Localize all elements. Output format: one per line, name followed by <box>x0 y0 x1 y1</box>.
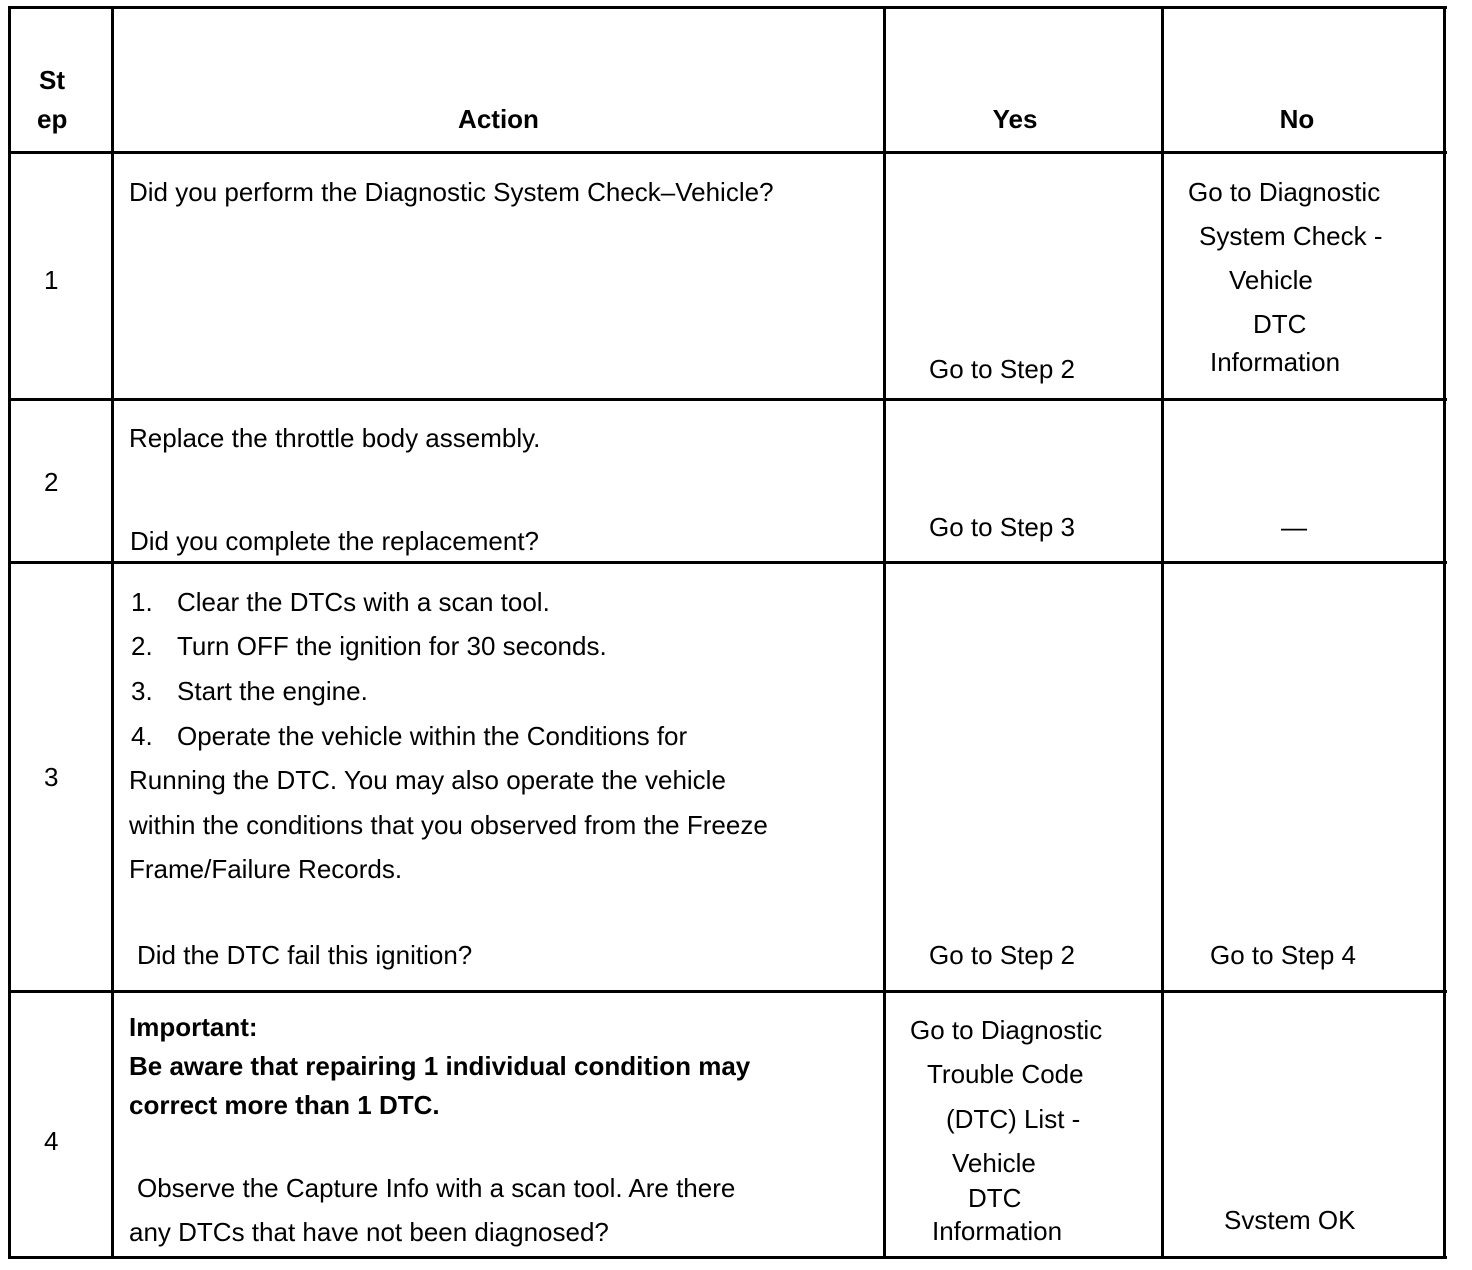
yes-result-line2: Trouble Code <box>927 1059 1084 1089</box>
yes-result: Go to Step 2 <box>929 940 1075 970</box>
list-item-text: Operate the vehicle within the Conditions for <box>177 721 688 751</box>
step-number: 1 <box>44 265 59 295</box>
action-continuation: Running the DTC. You may also operate the vehicle <box>129 765 726 795</box>
action-continuation: Frame/Failure Records. <box>129 854 403 884</box>
action-question: Did you complete the replacement? <box>130 526 540 556</box>
no-result-line2: System Check - <box>1199 221 1383 251</box>
rule-top <box>8 6 1447 9</box>
header-action: Action <box>458 104 539 134</box>
step-number: 4 <box>44 1126 59 1156</box>
header-step-line2: ep <box>37 104 68 134</box>
important-text: correct more than 1 DTC. <box>129 1090 440 1120</box>
list-item-number: 1. <box>131 587 153 617</box>
yes-result-line1: Go to Diagnostic <box>910 1015 1103 1045</box>
yes-result-line3: (DTC) List - <box>946 1104 1081 1134</box>
step-number: 2 <box>44 467 59 497</box>
yes-result-line5: DTC <box>968 1183 1022 1213</box>
rule-row3-bottom <box>8 990 1447 993</box>
action-text: Did you perform the Diagnostic System Check–Vehicle? <box>129 177 774 207</box>
list-item-number: 2. <box>131 631 153 661</box>
action-continuation: within the conditions that you observed from the Freeze <box>129 810 768 840</box>
yes-result: Go to Step 2 <box>929 354 1075 384</box>
list-item-number: 3. <box>131 676 153 706</box>
header-no: No <box>1279 104 1315 134</box>
no-result-line4: DTC <box>1253 309 1307 339</box>
important-text: Be aware that repairing 1 individual condition may <box>129 1051 751 1081</box>
list-item-text: Start the engine. <box>177 676 368 706</box>
no-result: Svstem OK <box>1224 1205 1356 1235</box>
rule-header-bottom <box>8 151 1447 154</box>
rule-row2-bottom <box>8 561 1447 564</box>
no-result-line5: Information <box>1210 347 1341 377</box>
rule-bottom <box>8 1256 1447 1259</box>
list-item-text: Turn OFF the ignition for 30 seconds. <box>177 631 607 661</box>
rule-yes-no <box>1161 6 1164 1259</box>
action-text: Replace the throttle body assembly. <box>129 423 541 453</box>
header-yes: Yes <box>992 104 1038 134</box>
yes-result-line4: Vehicle <box>952 1148 1036 1178</box>
no-result-line3: Vehicle <box>1229 265 1313 295</box>
no-result: Go to Step 4 <box>1210 940 1356 970</box>
list-item-text: Clear the DTCs with a scan tool. <box>177 587 550 617</box>
rule-left <box>8 6 11 1259</box>
rule-action-yes <box>883 6 886 1259</box>
no-result: — <box>1281 512 1307 542</box>
rule-right <box>1443 6 1446 1259</box>
step-number: 3 <box>44 762 59 792</box>
rule-row1-bottom <box>8 398 1447 401</box>
yes-result-line6: Information <box>932 1216 1063 1246</box>
important-title: Important: <box>129 1012 258 1042</box>
no-result-line1: Go to Diagnostic <box>1188 177 1381 207</box>
list-item-number: 4. <box>131 721 153 751</box>
action-question: any DTCs that have not been diagnosed? <box>129 1217 609 1247</box>
action-question: Observe the Capture Info with a scan tool. Are there <box>137 1173 736 1203</box>
action-question: Did the DTC fail this ignition? <box>137 940 473 970</box>
header-step-line1: St <box>39 65 65 95</box>
yes-result: Go to Step 3 <box>929 512 1075 542</box>
rule-step-action <box>111 6 114 1259</box>
